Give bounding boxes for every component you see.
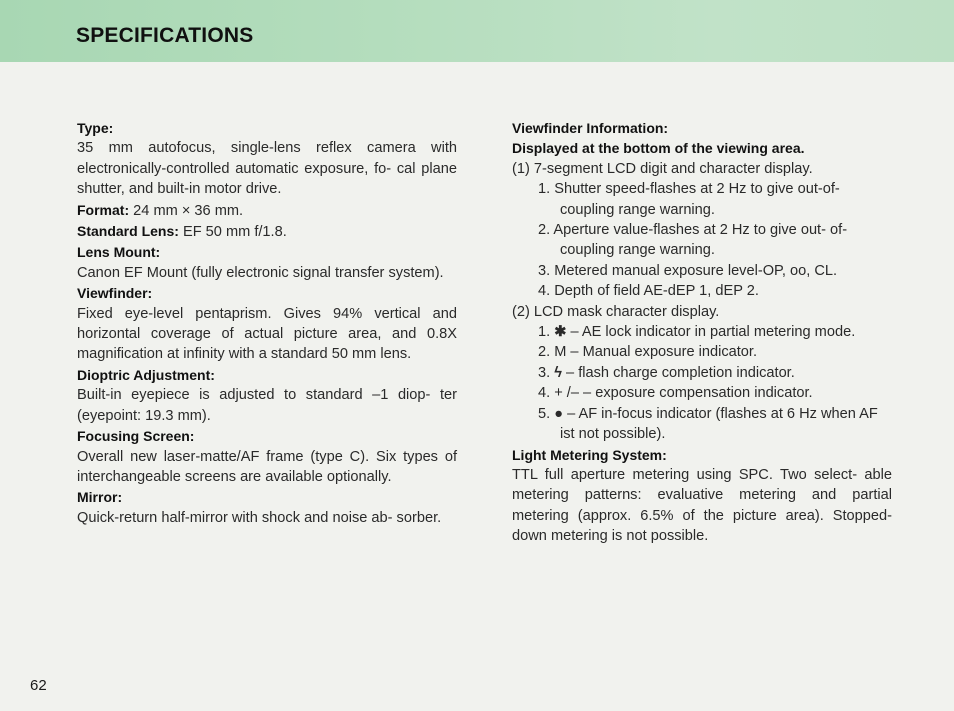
standard-lens-heading: Standard Lens: bbox=[77, 223, 179, 240]
flash-icon: ϟ bbox=[554, 364, 562, 381]
focus-dot-icon: ● bbox=[554, 405, 564, 422]
mask-item-manual: 2. M – Manual exposure indicator. bbox=[538, 344, 758, 361]
left-column bbox=[77, 118, 457, 528]
type-text: 35 mm autofocus, single-lens reflex camera with electronically-controlled automatic exposure, fo- cal plane shutter, and built-in motor drive. bbox=[77, 140, 457, 198]
focusing-screen-heading: Focusing Screen: bbox=[77, 428, 195, 445]
ae-lock-icon: ✱ bbox=[554, 324, 567, 341]
mask-item-text: – AF in-focus indicator (flashes at 6 Hz when AF ist not possible). bbox=[560, 405, 878, 443]
page-title: SPECIFICATIONS bbox=[76, 24, 254, 47]
right-column bbox=[512, 118, 892, 547]
metering-text: TTL full aperture metering using SPC. Two select- able metering patterns: evaluative metering and partial metering (approx. 6.5% of the picture area). Stopped-down metering is not possible. bbox=[512, 466, 892, 545]
mask-item-ae-lock bbox=[512, 322, 892, 342]
mirror-heading: Mirror: bbox=[77, 489, 123, 506]
dioptric-heading: Dioptric Adjustment: bbox=[77, 366, 215, 383]
viewfinder-text: Fixed eye-level pentaprism. Gives 94% vertical and horizontal coverage of actual picture area, and 0.8X magnification at infinity with a standard 50 mm lens. bbox=[77, 305, 457, 363]
mask-item-number: 3. bbox=[538, 364, 551, 381]
viewfinder-info-heading: Viewfinder Information: bbox=[512, 120, 669, 136]
mask-item-af bbox=[512, 404, 892, 445]
mask-item-text: – AE lock indicator in partial metering mode. bbox=[566, 324, 856, 341]
format-text: 24 mm × 36 mm. bbox=[129, 202, 244, 219]
dioptric-text: Built-in eyepiece is adjusted to standard –1 diop- ter (eyepoint: 19.3 mm). bbox=[77, 387, 457, 424]
standard-lens-text: EF 50 mm f/1.8. bbox=[178, 224, 287, 241]
mask-item-flash bbox=[512, 363, 892, 383]
lens-mount-heading: Lens Mount: bbox=[77, 244, 161, 261]
metering-heading: Light Metering System: bbox=[512, 446, 667, 463]
format-line bbox=[77, 200, 457, 221]
lcd-item: 1. Shutter speed-flashes at 2 Hz to give out-of- coupling range warning. bbox=[538, 181, 840, 218]
lcd-digit-line: (1) 7-segment LCD digit and character display. bbox=[512, 160, 813, 177]
focusing-screen-text: Overall new laser-matte/AF frame (type C). Six types of interchangeable screens are available optionally. bbox=[77, 448, 457, 485]
lcd-item: 2. Aperture value-flashes at 2 Hz to give out- of-coupling range warning. bbox=[538, 222, 848, 259]
mask-item-number: 1. bbox=[538, 324, 551, 341]
mirror-text: Quick-return half-mirror with shock and noise ab- sorber. bbox=[77, 509, 442, 526]
page-number: 62 bbox=[30, 677, 47, 694]
mask-item-compensation: 4. + /– – exposure compensation indicator. bbox=[538, 385, 813, 402]
viewfinder-bottom-heading: Displayed at the bottom of the viewing area. bbox=[512, 140, 805, 157]
mask-item-text: – flash charge completion indicator. bbox=[561, 364, 795, 381]
lcd-item: 3. Metered manual exposure level-OP, oo, CL. bbox=[538, 262, 838, 279]
type-heading: Type: bbox=[77, 120, 114, 136]
format-heading: Format: bbox=[77, 201, 130, 218]
viewfinder-heading: Viewfinder: bbox=[77, 285, 153, 302]
lens-mount-text: Canon EF Mount (fully electronic signal transfer system). bbox=[77, 264, 444, 281]
mask-item-number: 5. bbox=[538, 405, 551, 422]
lcd-mask-line: (2) LCD mask character display. bbox=[512, 303, 720, 320]
lens-line bbox=[77, 221, 457, 242]
lcd-item: 4. Depth of field AE-dEP 1, dEP 2. bbox=[538, 283, 759, 300]
